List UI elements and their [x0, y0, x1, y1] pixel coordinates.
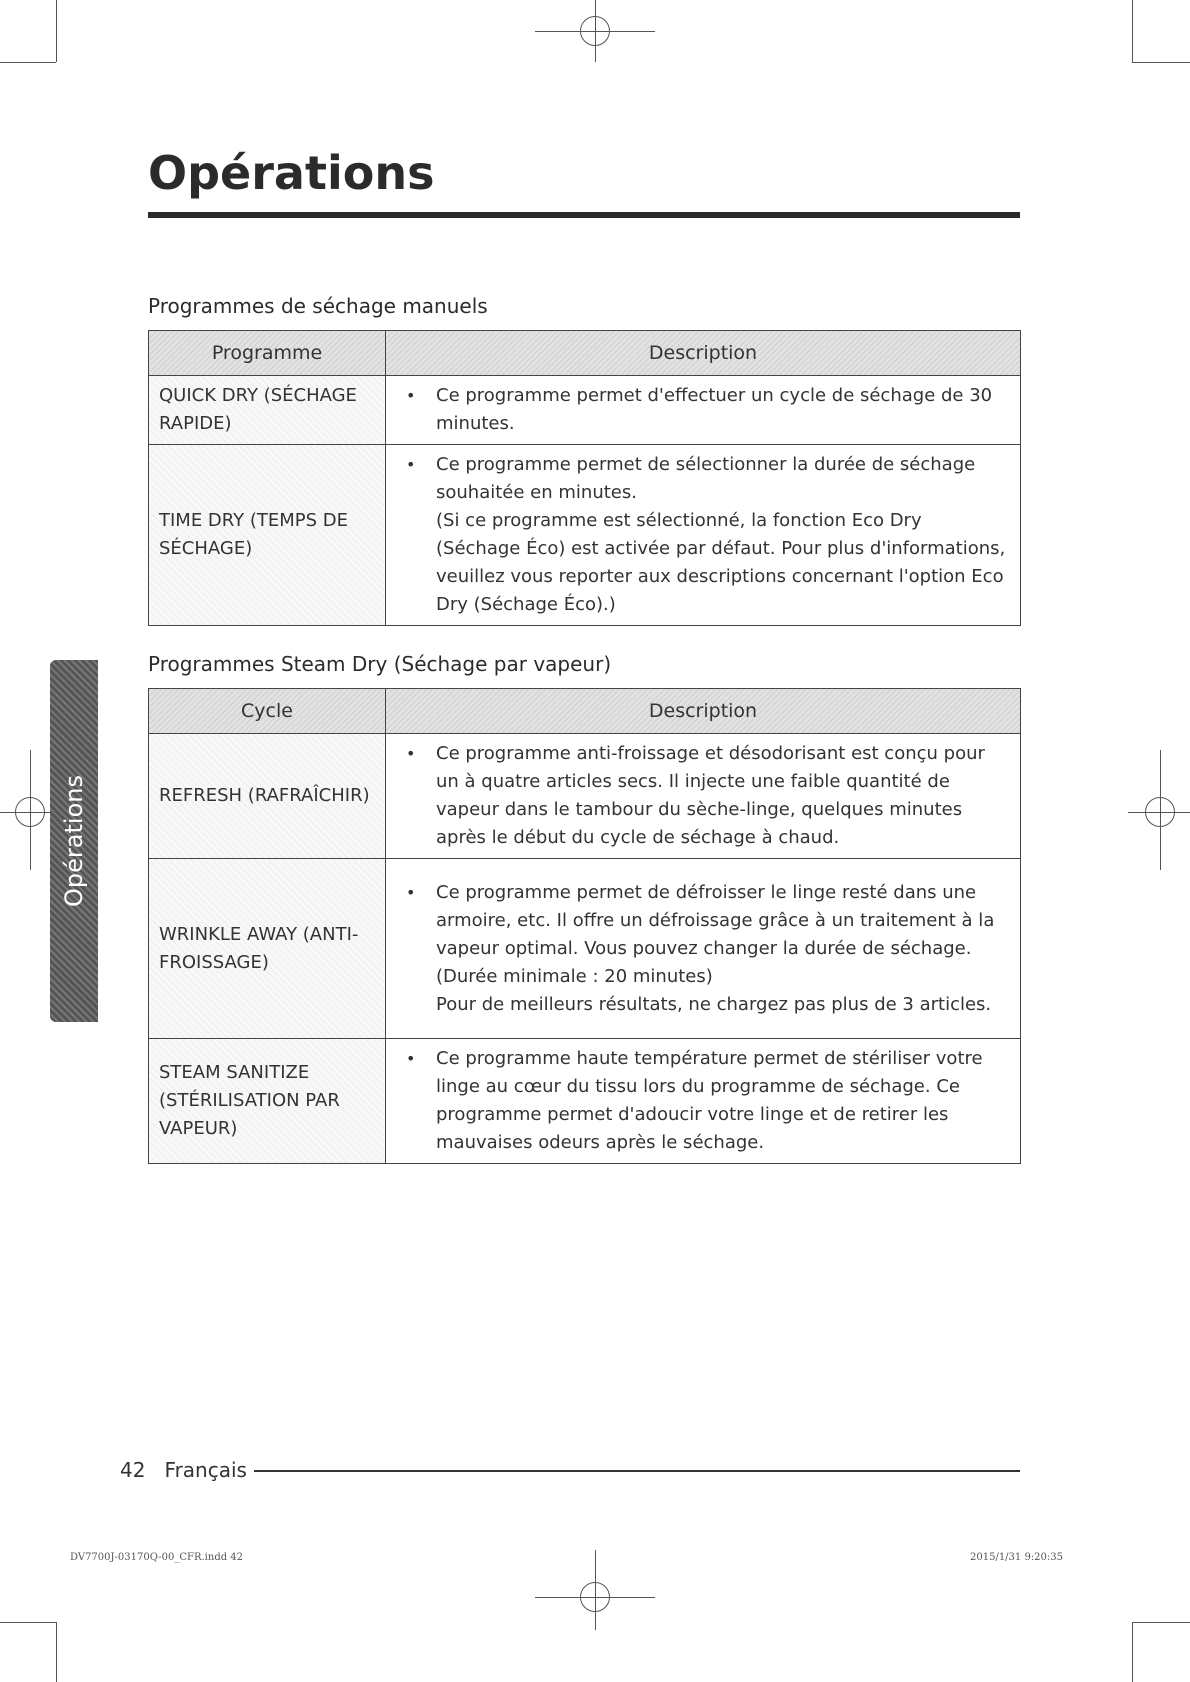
registration-line	[595, 1550, 596, 1630]
programme-name: QUICK DRY (SÉCHAGE RAPIDE)	[149, 376, 386, 445]
registration-line	[1160, 750, 1161, 870]
description-text: • Ce programme permet de sélectionner la durée de séchage souhaitée en minutes.	[436, 454, 976, 503]
cycle-description	[386, 859, 1021, 1039]
description-text: • Ce programme permet d'effectuer un cycle de séchage de 30 minutes.	[436, 385, 993, 434]
print-slug-file: DV7700J-03170Q-00_CFR.indd 42	[70, 1552, 244, 1563]
description-text: • Ce programme haute température permet de stériliser votre linge au cœur du tissu lors du programme de séchage. Ce programme permet d'adoucir votre linge et de retirer les mauvaises odeurs après le séchage.	[436, 1048, 983, 1153]
description-bullet	[436, 382, 1008, 438]
side-tab-label: Opérations	[60, 775, 88, 907]
table-row	[149, 376, 1021, 445]
page-number: 42	[120, 1458, 146, 1482]
description-text: • Ce programme anti-froissage et désodorisant est conçu pour un à quatre articles secs. Il injecte une faible quantité de vapeur dans le tambour du sèche-linge, quelques minutes après le début du cycle de séchage à chaud.	[436, 743, 985, 848]
footer-rule	[254, 1470, 1020, 1472]
programme-description	[386, 376, 1021, 445]
cycle-name: REFRESH (RAFRAÎCHIR)	[149, 734, 386, 859]
col-header-description: Description	[386, 689, 1021, 734]
table-row	[149, 859, 1021, 1039]
crop-mark-bl-v	[56, 1622, 57, 1682]
description-bullet	[436, 1045, 1008, 1157]
cycle-name: STEAM SANITIZE (STÉRILISATION PAR VAPEUR)	[149, 1039, 386, 1164]
crop-mark-tl-h	[0, 62, 56, 63]
cycle-description	[386, 734, 1021, 859]
description-bullet	[436, 740, 1008, 852]
registration-line	[535, 1597, 655, 1598]
crop-mark-br-v	[1132, 1622, 1133, 1682]
section-heading-steam: Programmes Steam Dry (Séchage par vapeur)	[148, 652, 612, 676]
description-text: • Ce programme permet de défroisser le linge resté dans une armoire, etc. Il offre un défroissage grâce à un traitement à la vapeur optimal. Vous pouvez changer la durée de séchage. (Durée minimale : 20 minutes)	[436, 881, 995, 987]
manual-programs-table	[148, 330, 1021, 626]
table-row	[149, 1039, 1021, 1164]
col-header-programme: Programme	[149, 331, 386, 376]
col-header-cycle: Cycle	[149, 689, 386, 734]
crop-mark-bl-h	[0, 1622, 56, 1623]
cycle-name: WRINKLE AWAY (ANTI-FROISSAGE)	[149, 859, 386, 1039]
cycle-description	[386, 1039, 1021, 1164]
table-header-row	[149, 689, 1021, 734]
registration-line	[30, 750, 31, 870]
title-rule	[148, 212, 1020, 218]
crop-mark-br-h	[1132, 1622, 1190, 1623]
table-row	[149, 445, 1021, 626]
description-bullet	[436, 451, 1008, 619]
crop-mark-tr-v	[1132, 0, 1133, 62]
page-title: Opérations	[148, 146, 435, 200]
registration-line	[535, 31, 655, 32]
crop-mark-tl-v	[56, 0, 57, 62]
footer-language: Français	[164, 1458, 247, 1482]
description-text: (Si ce programme est sélectionné, la fonction Eco Dry (Séchage Éco) est activée par défaut. Pour plus d'informations, veuillez vous reporter aux descriptions concernant l'option Eco Dry (Séchage Éco).)	[436, 510, 1006, 615]
programme-name: TIME DRY (TEMPS DE SÉCHAGE)	[149, 445, 386, 626]
table-row	[149, 734, 1021, 859]
crop-mark-tr-h	[1132, 62, 1190, 63]
print-slug-date: 2015/1/31 9:20:35	[970, 1552, 1064, 1563]
col-header-description: Description	[386, 331, 1021, 376]
programme-description	[386, 445, 1021, 626]
description-bullet	[436, 879, 1008, 1019]
description-text: Pour de meilleurs résultats, ne chargez pas plus de 3 articles.	[436, 993, 992, 1015]
steam-programs-table	[148, 688, 1021, 1164]
page-footer	[120, 1458, 247, 1482]
table-header-row	[149, 331, 1021, 376]
registration-line	[1128, 812, 1190, 813]
section-heading-manual: Programmes de séchage manuels	[148, 294, 488, 318]
